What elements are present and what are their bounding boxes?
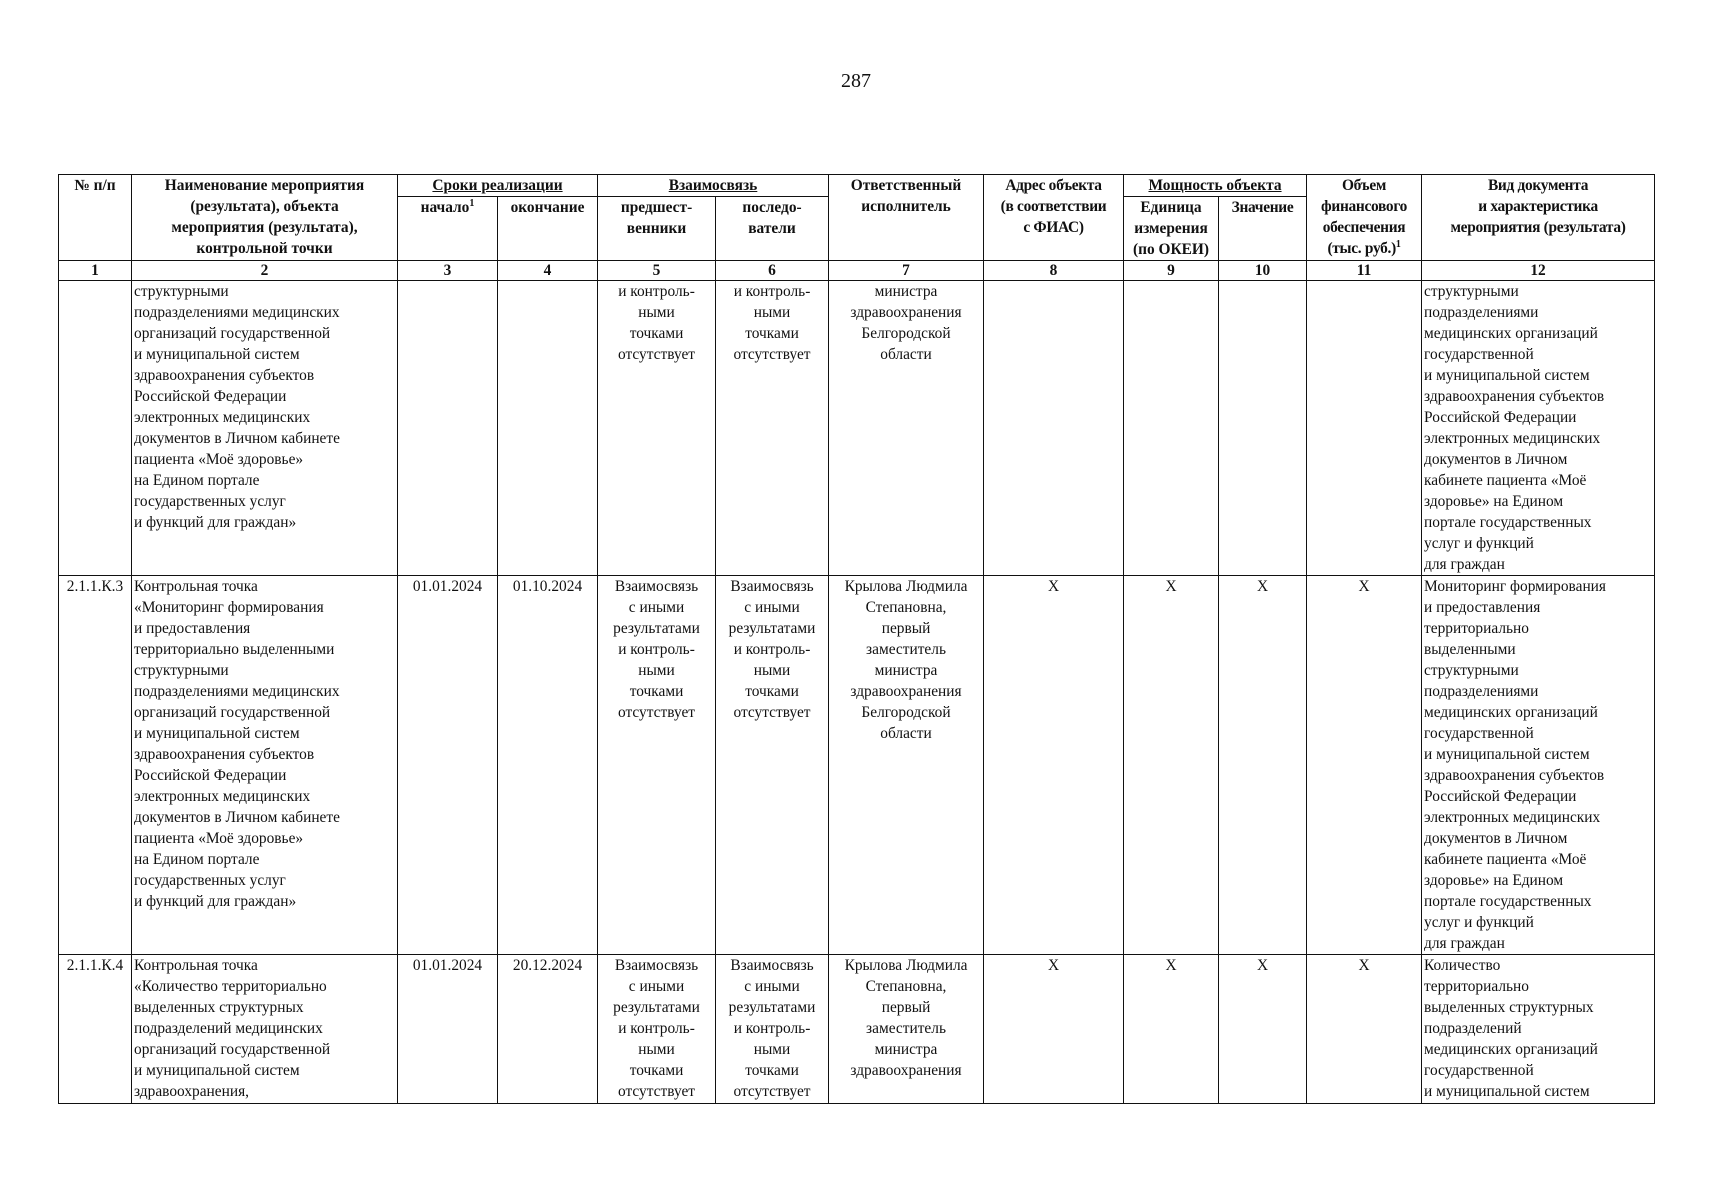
header-doc-type: Вид документа и характеристика мероприятия (результата)	[1422, 175, 1655, 261]
column-number: 3	[398, 261, 498, 281]
table-row	[59, 955, 1655, 1104]
row-end: 20.12.2024	[498, 955, 598, 1104]
column-number: 12	[1422, 261, 1655, 281]
column-number: 5	[598, 261, 716, 281]
row-succ: Взаимосвязь с иными результатами и контроль- ными точками отсутствует	[716, 576, 829, 955]
table-row	[59, 281, 1655, 576]
row-address	[984, 281, 1124, 576]
header-row-1	[59, 175, 1655, 197]
row-name: Контрольная точка «Мониторинг формирования и предоставления территориально выделенными структурными подразделениями медицинских организаций государственной и муниципальной систем здравоохранения субъектов Российской Федерации электронных медицинских документов в Личном кабинете пациента «Моё здоровье» на Едином портале государственных услуг и функций для граждан»	[132, 576, 398, 955]
row-pred: Взаимосвязь с иными результатами и контроль- ными точками отсутствует	[598, 955, 716, 1104]
row-end: 01.10.2024	[498, 576, 598, 955]
header-capacity: Мощность объекта	[1124, 175, 1307, 197]
column-number: 6	[716, 261, 829, 281]
header-finance-text: Объем финансового обеспечения (тыс. руб.)	[1321, 177, 1408, 257]
column-number: 10	[1219, 261, 1307, 281]
header-succ: последо- ватели	[716, 197, 829, 261]
row-start: 01.01.2024	[398, 955, 498, 1104]
row-address: X	[984, 576, 1124, 955]
column-number: 8	[984, 261, 1124, 281]
row-finance: X	[1307, 955, 1422, 1104]
row-value: X	[1219, 955, 1307, 1104]
row-doc-type: структурными подразделениями медицинских организаций государственной и муниципальной систем здравоохранения субъектов Российской Федерации электронных медицинских документов в Личном кабинете пациента «Моё здоровье» на Едином портале государственных услуг и функций для граждан	[1422, 281, 1655, 576]
row-unit: X	[1124, 955, 1219, 1104]
row-start: 01.01.2024	[398, 576, 498, 955]
row-responsible: Крылова Людмила Степановна, первый заместитель министра здравоохранения	[829, 955, 984, 1104]
row-address: X	[984, 955, 1124, 1104]
header-address: Адрес объекта (в соответствии с ФИАС)	[984, 175, 1124, 261]
table-row	[59, 576, 1655, 955]
row-finance	[1307, 281, 1422, 576]
column-number-row	[59, 261, 1655, 281]
row-responsible: министра здравоохранения Белгородской области	[829, 281, 984, 576]
header-start	[398, 197, 498, 261]
header-num: № п/п	[59, 175, 132, 261]
row-doc-type: Количество территориально выделенных структурных подразделений медицинских организаций государственной и муниципальной систем	[1422, 955, 1655, 1104]
row-pred: и контроль- ными точками отсутствует	[598, 281, 716, 576]
header-unit: Единица измерения (по ОКЕИ)	[1124, 197, 1219, 261]
row-end	[498, 281, 598, 576]
column-number: 1	[59, 261, 132, 281]
header-finance-footnote: 1	[1395, 238, 1401, 250]
row-num: 2.1.1.К.3	[59, 576, 132, 955]
column-number: 2	[132, 261, 398, 281]
row-unit: X	[1124, 576, 1219, 955]
header-start-text: начало	[420, 199, 470, 216]
header-relation: Взаимосвязь	[598, 175, 829, 197]
row-pred: Взаимосвязь с иными результатами и контроль- ными точками отсутствует	[598, 576, 716, 955]
row-unit	[1124, 281, 1219, 576]
header-start-footnote: 1	[469, 197, 475, 209]
header-responsible: Ответственный исполнитель	[829, 175, 984, 261]
column-number: 4	[498, 261, 598, 281]
row-responsible: Крылова Людмила Степановна, первый заместитель министра здравоохранения Белгородской области	[829, 576, 984, 955]
row-finance: X	[1307, 576, 1422, 955]
header-value: Значение	[1219, 197, 1307, 261]
header-finance	[1307, 175, 1422, 261]
measures-table	[58, 174, 1655, 1104]
header-name: Наименование мероприятия (результата), объекта мероприятия (результата), контрольной точки	[132, 175, 398, 261]
page-number: 287	[841, 70, 871, 92]
column-number: 9	[1124, 261, 1219, 281]
row-succ: и контроль- ными точками отсутствует	[716, 281, 829, 576]
header-pred: предшест- венники	[598, 197, 716, 261]
row-value: X	[1219, 576, 1307, 955]
row-num	[59, 281, 132, 576]
row-start	[398, 281, 498, 576]
column-number: 7	[829, 261, 984, 281]
row-succ: Взаимосвязь с иными результатами и контроль- ными точками отсутствует	[716, 955, 829, 1104]
column-number: 11	[1307, 261, 1422, 281]
header-end: окончание	[498, 197, 598, 261]
header-terms: Сроки реализации	[398, 175, 598, 197]
row-num: 2.1.1.К.4	[59, 955, 132, 1104]
row-name: Контрольная точка «Количество территориально выделенных структурных подразделений медицинских организаций государственной и муниципальной систем здравоохранения,	[132, 955, 398, 1104]
row-value	[1219, 281, 1307, 576]
row-name: структурными подразделениями медицинских организаций государственной и муниципальной систем здравоохранения субъектов Российской Федерации электронных медицинских документов в Личном кабинете пациента «Моё здоровье» на Едином портале государственных услуг и функций для граждан»	[132, 281, 398, 576]
row-doc-type: Мониторинг формирования и предоставления территориально выделенными структурными подразделениями медицинских организаций государственной и муниципальной систем здравоохранения субъектов Российской Федерации электронных медицинских документов в Личном кабинете пациента «Моё здоровье» на Едином портале государственных услуг и функций для граждан	[1422, 576, 1655, 955]
